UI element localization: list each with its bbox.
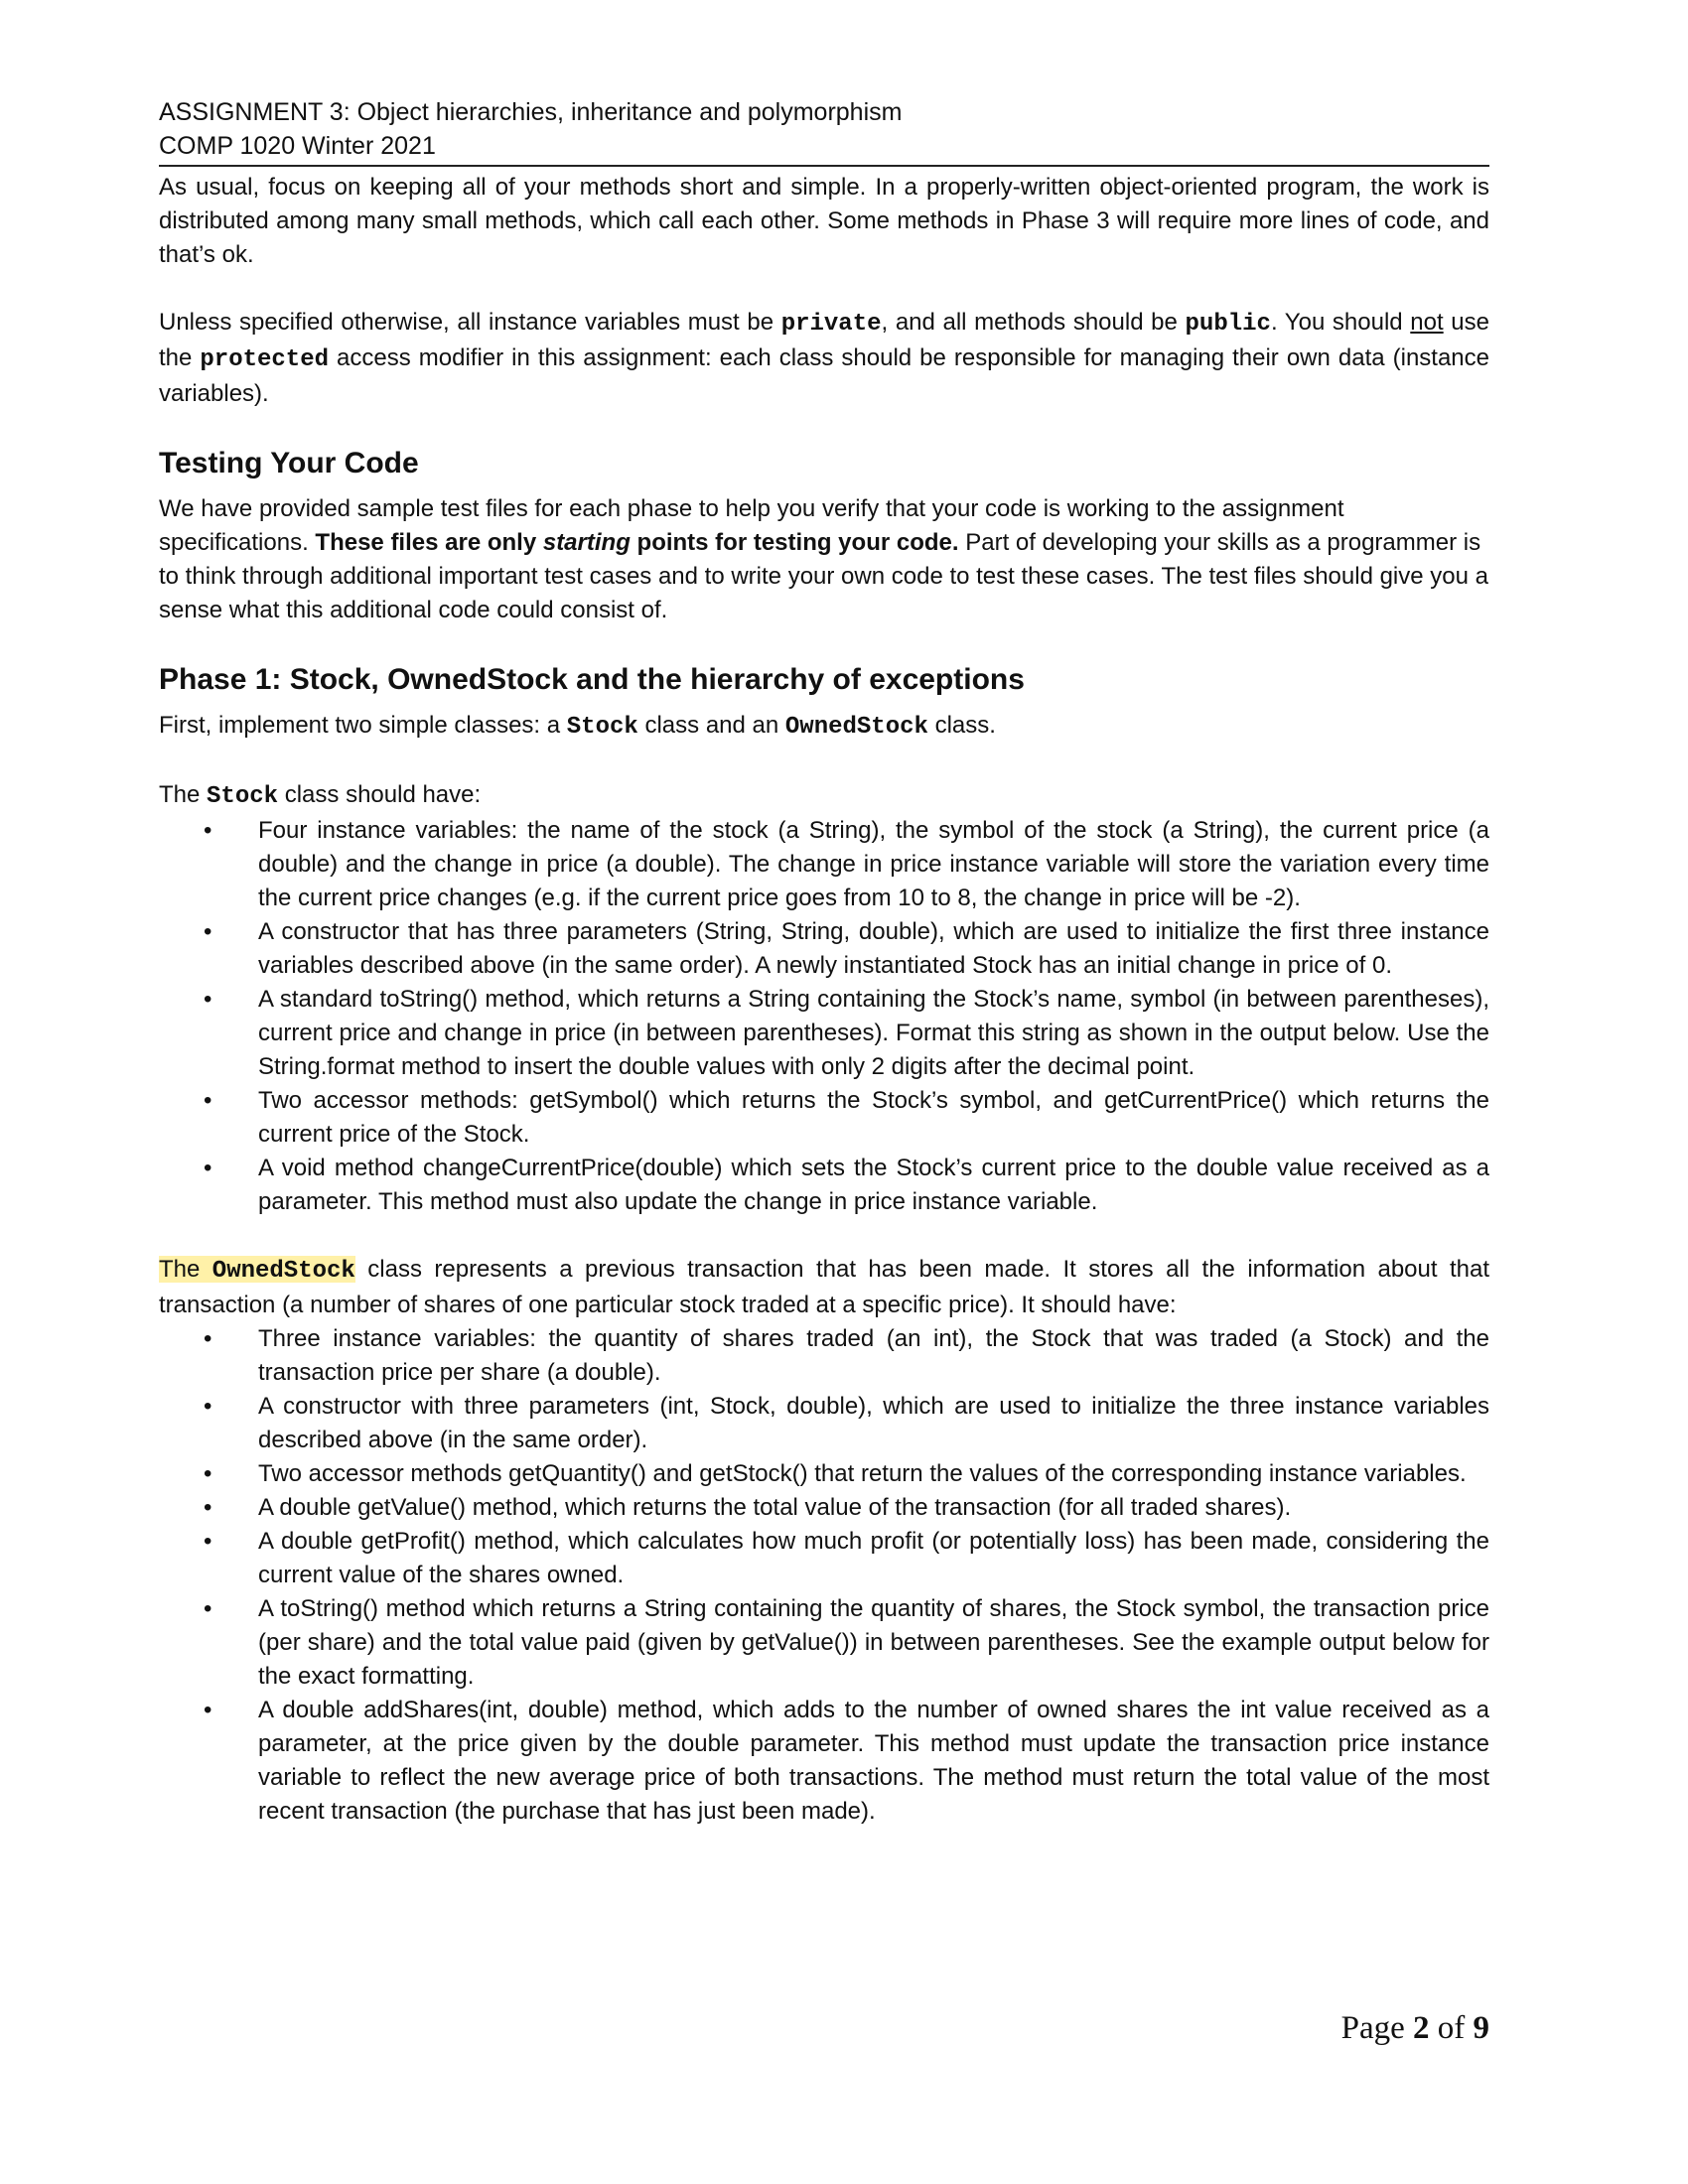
header-line-1: ASSIGNMENT 3: Object hierarchies, inheritance and polymorphism [159,98,903,126]
section-heading-phase1: Phase 1: Stock, OwnedStock and the hierarchy of exceptions [159,663,1025,696]
list-item: • A standard toString() method, which returns a String containing the Stock’s name, symbol (in between parentheses), current price and change in price (in between parentheses). Format this string as shown in the output below. Use the String.format method to insert the double values with only 2 digits after the decimal point. [204,986,1489,1080]
list-item: • Four instance variables: the name of the stock (a String), the symbol of the stock (a String), the current price (a double) and the change in price (a double). The change in price instance variable will store the variation every time the current price changes (e.g. if the current price goes from 10 to 8, the change in price will be -2). [204,817,1489,911]
ownedstock-requirements-list [159,1322,1489,1829]
phase1-intro: First, implement two simple classes: a Stock class and an OwnedStock class. [159,712,996,741]
stock-requirements-list [159,814,1489,1219]
intro-paragraph-1: As usual, focus on keeping all of your methods short and simple. In a properly-written object-oriented program, the work is distributed among many small methods, which call each other. Some methods in Phase 3 will require more lines of code, and that’s ok. [159,174,1489,268]
header-line-2: COMP 1020 Winter 2021 [159,132,436,160]
list-item: • A constructor that has three parameters (String, String, double), which are used to initialize the first three instance variables described above (in the same order). A newly instantiated Stock has an initial change in price of 0. [204,918,1489,979]
list-item: • A constructor with three parameters (int, Stock, double), which are used to initialize the three instance variables described above (in the same order). [204,1393,1489,1453]
list-item: • A double getProfit() method, which calculates how much profit (or potentially loss) has been made, considering the current value of the shares owned. [204,1528,1489,1588]
list-item: • Two accessor methods: getSymbol() which returns the Stock’s symbol, and getCurrentPrice() which returns the current price of the Stock. [204,1087,1489,1148]
intro-paragraph-2: Unless specified otherwise, all instance variables must be private, and all methods should be public. You should not use the protected access modifier in this assignment: each class should be responsible for managing their own data (instance variables). [159,309,1489,407]
list-item: • A void method changeCurrentPrice(double) which sets the Stock’s current price to the double value received as a parameter. This method must also update the change in price instance variable. [204,1155,1489,1215]
document-page [159,95,1489,1829]
page-number: Page 2 of 9 [1340,2010,1489,2046]
ownedstock-class-intro: The OwnedStock class represents a previous transaction that has been made. It stores all the information about that transaction (a number of shares of one particular stock traded at a specific price). It should have: [159,1256,1489,1318]
stock-class-intro: The Stock class should have: [159,781,482,810]
header-rule [159,165,1489,167]
list-item: • Two accessor methods getQuantity() and getStock() that return the values of the corresponding instance variables. [204,1460,1467,1487]
testing-paragraph: We have provided sample test files for each phase to help you verify that your code is working to the assignment specifications. These files are only starting points for testing your code. Part of developing your skills as a programmer is to think through additional important test cases and to write your own code to test these cases. The test files should give you a sense what this additional code could consist of. [159,495,1488,623]
list-item: • A double addShares(int, double) method, which adds to the number of owned shares the int value received as a parameter, at the price given by the double parameter. This method must update the transaction price instance variable to reflect the new average price of both transactions. The method must return the total value of the most recent transaction (the purchase that has just been made). [204,1697,1489,1825]
section-heading-testing: Testing Your Code [159,447,419,479]
list-item: • A double getValue() method, which returns the total value of the transaction (for all traded shares). [204,1494,1292,1521]
list-item: • A toString() method which returns a String containing the quantity of shares, the Stock symbol, the transaction price (per share) and the total value paid (given by getValue()) in between parentheses. See the example output below for the exact formatting. [204,1595,1489,1690]
list-item: • Three instance variables: the quantity of shares traded (an int), the Stock that was traded (a Stock) and the transaction price per share (a double). [204,1325,1489,1386]
